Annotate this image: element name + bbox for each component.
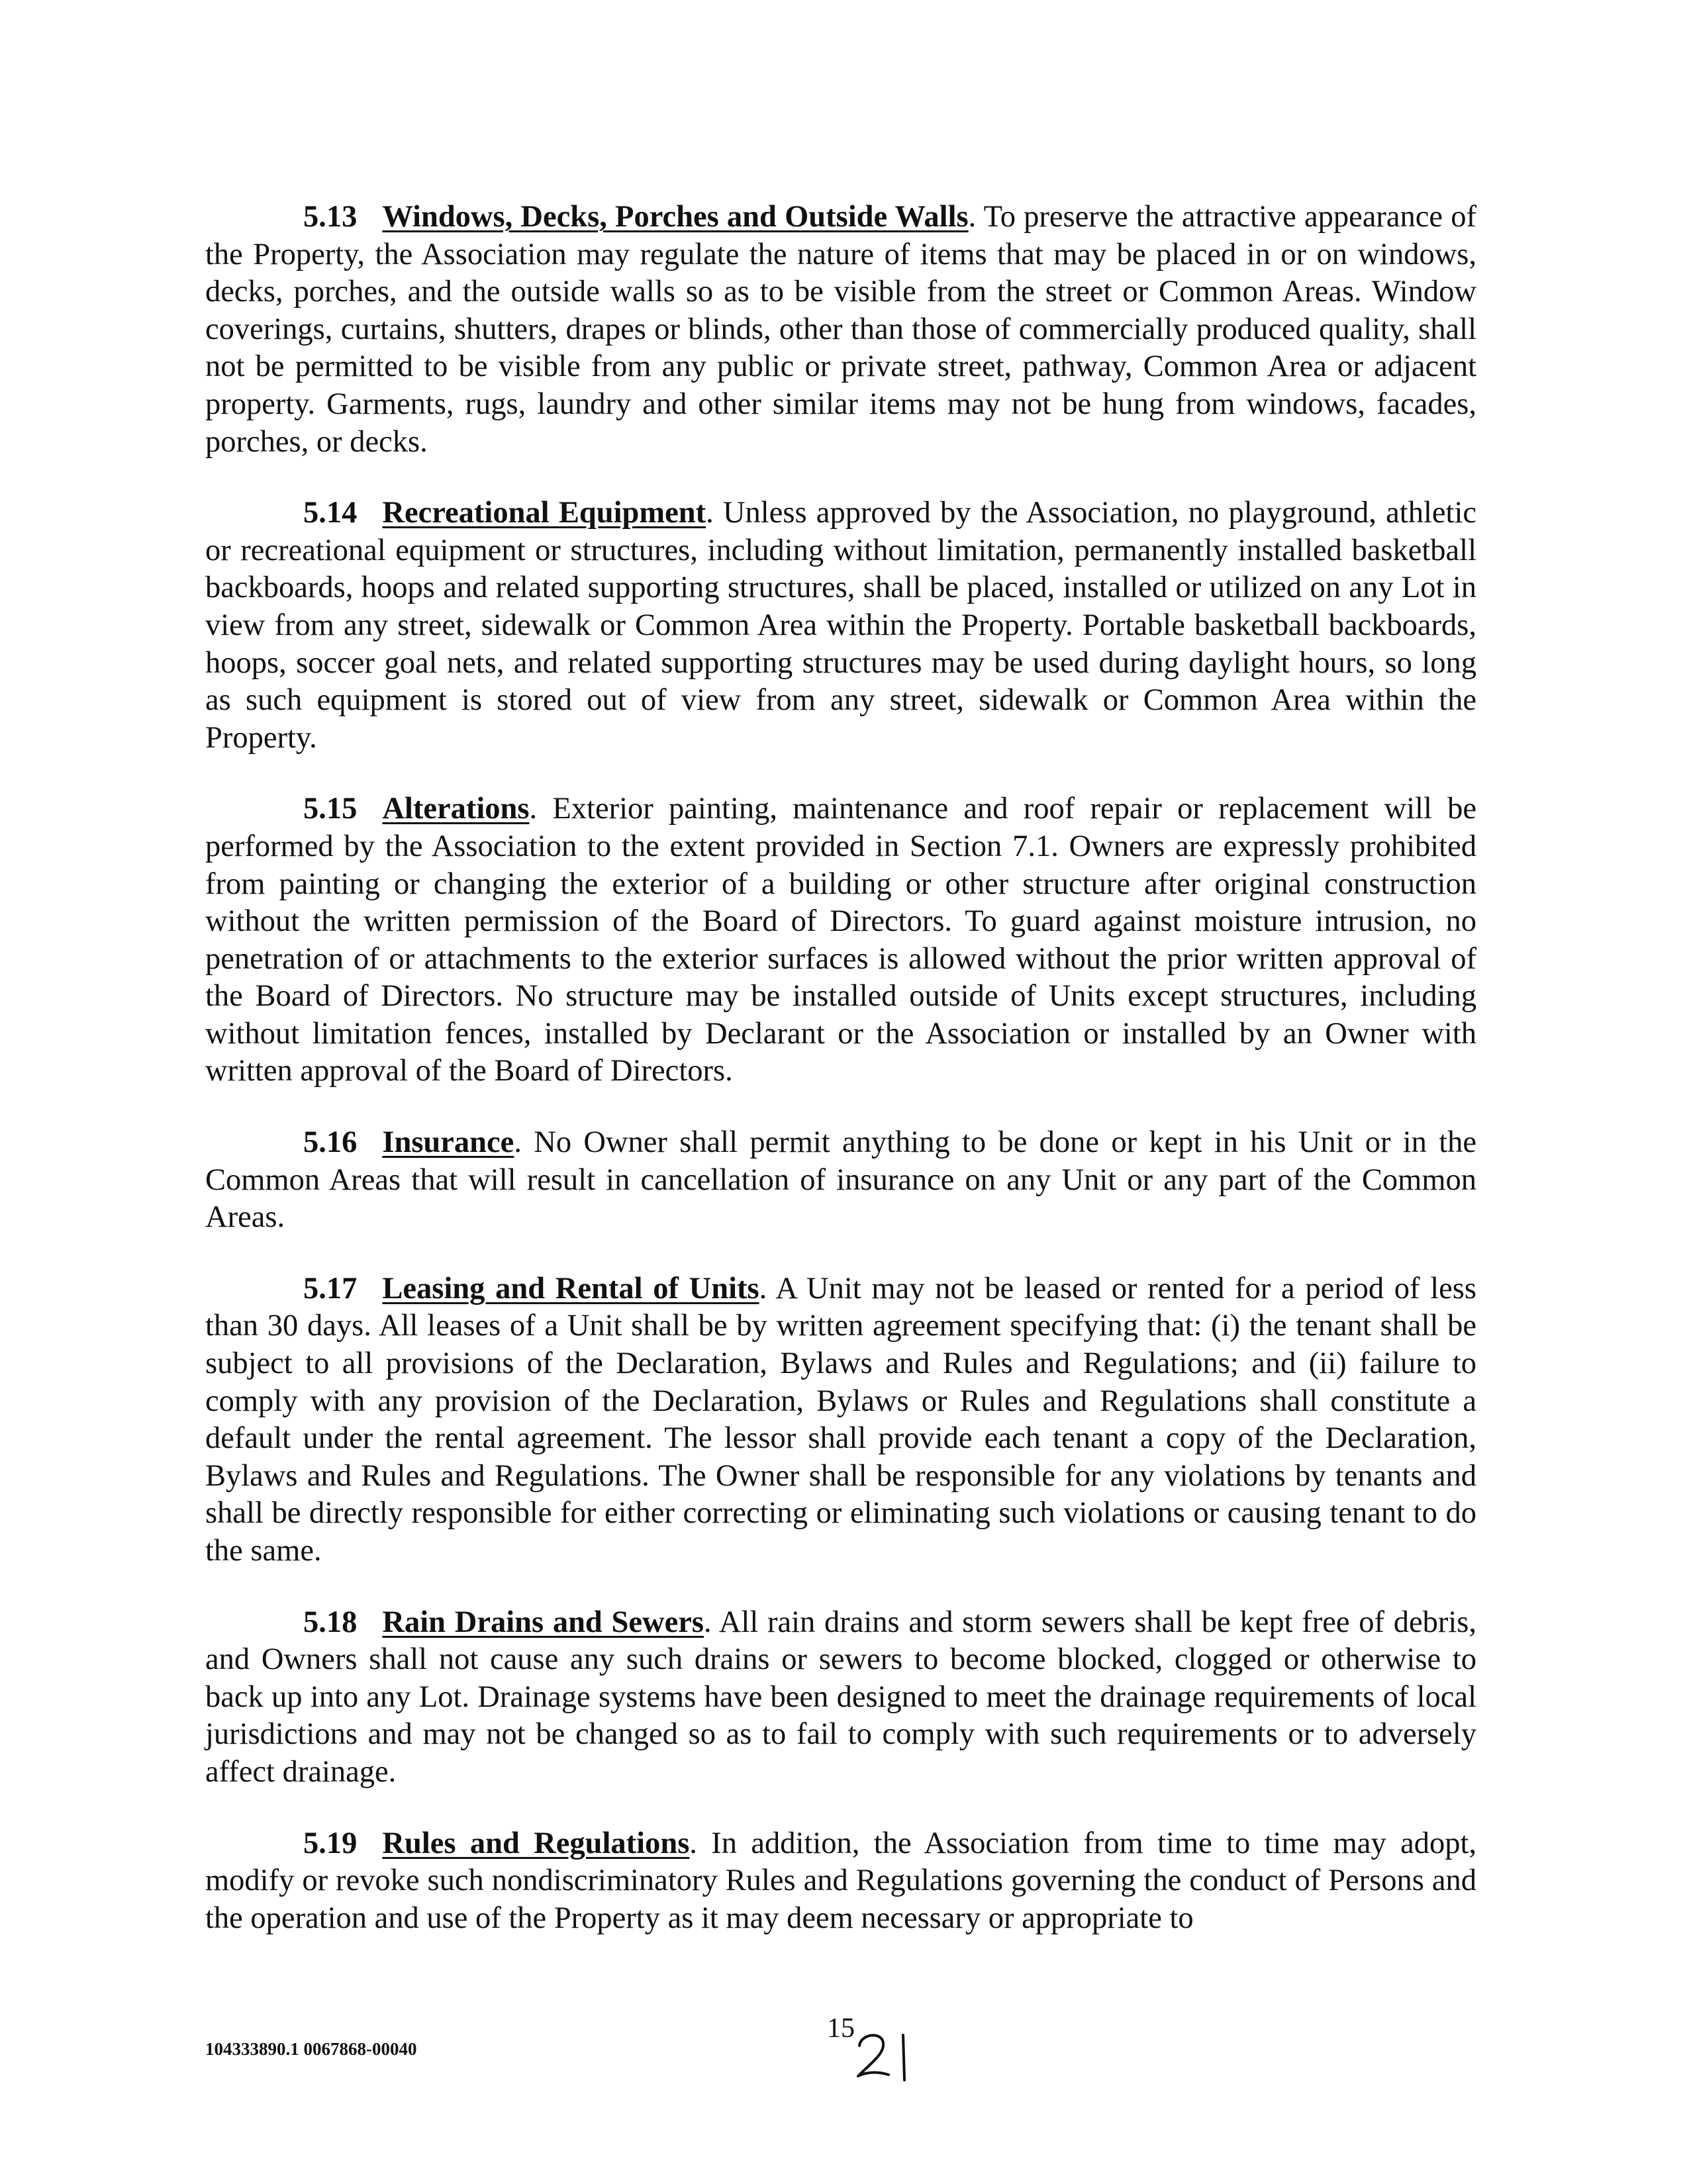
document-body bbox=[205, 199, 1476, 1971]
section-title-suffix: . bbox=[759, 1271, 767, 1306]
section-5-13 bbox=[205, 199, 1476, 461]
section-title: Alterations bbox=[382, 792, 530, 826]
section-body: In addition, the Association from time to time may adopt, modify or revoke such nondiscriminatory Rules and Regulations governing the conduct of Persons and the operation and use of the Property as it may deem necessary or appropriate to bbox=[205, 1826, 1477, 1935]
section-body: No Owner shall permit anything to be done or kept in his Unit or in the Common Areas that will result in cancellation of insurance on any Unit or any part of the Common Areas. bbox=[205, 1125, 1476, 1235]
section-title-suffix: . bbox=[514, 1125, 522, 1160]
handwritten-two-stroke bbox=[858, 2035, 889, 2076]
section-title: Rain Drains and Sewers bbox=[382, 1605, 704, 1639]
section-number: 5.17 bbox=[303, 1271, 358, 1306]
section-body: To preserve the attractive appearance of the Property, the Association may regulate the nature of items that may be placed in or on windows, decks, porches, and the outside walls so as to be visible from the street or Common Areas. Window coverings, curtains, shutters, drapes or blinds, other than those of commercially produced quality, shall not be permitted to be visible from any public or private street, pathway, Common Area or adjacent property. Garments, rugs, laundry and other similar items may not be hung from windows, facades, porches, or decks. bbox=[205, 200, 1476, 459]
section-title: Windows, Decks, Porches and Outside Walls bbox=[382, 200, 969, 234]
section-title-suffix: . bbox=[706, 496, 714, 530]
section-5-19 bbox=[205, 1825, 1476, 1938]
section-body: All rain drains and storm sewers shall be kept free of debris, and Owners shall not cause any such drains or sewers to become blocked, clogged or otherwise to back up into any Lot. Drainage systems have been designed to meet the drainage requirements of local jurisdictions and may not be changed so as to fail to comply with such requirements or to adversely affect drainage. bbox=[205, 1605, 1476, 1789]
section-title-suffix: . bbox=[968, 200, 977, 234]
section-5-17 bbox=[205, 1270, 1476, 1570]
section-5-18 bbox=[205, 1604, 1476, 1791]
document-id: 104333890.1 0067868-00040 bbox=[205, 2039, 417, 2059]
section-title: Recreational Equipment bbox=[382, 496, 706, 530]
section-5-14 bbox=[205, 495, 1476, 757]
section-body: Exterior painting, maintenance and roof repair or replacement will be performed by the Association to the extent provided in Section 7.1. Owners are expressly prohibited from painting or changing the exterior of a building or other structure after original construction without the written permission of the Board of Directors. To guard against moisture intrusion, no penetration of or attachments to the exterior surfaces is allowed without the prior written approval of the Board of Directors. No structure may be installed outside of Units except structures, including without limitation fences, installed by Declarant or the Association or installed by an Owner with written approval of the Board of Directors. bbox=[205, 792, 1477, 1088]
handwritten-page-mark bbox=[854, 2026, 934, 2085]
section-title: Insurance bbox=[382, 1125, 514, 1160]
section-number: 5.13 bbox=[303, 200, 358, 234]
section-number: 5.14 bbox=[303, 496, 358, 530]
section-title: Rules and Regulations bbox=[382, 1826, 690, 1860]
section-5-15 bbox=[205, 790, 1476, 1090]
section-title-suffix: . bbox=[689, 1826, 697, 1860]
section-number: 5.15 bbox=[303, 792, 358, 826]
section-body: Unless approved by the Association, no playground, athletic or recreational equipment or structures, including without limitation, permanently installed basketball backboards, hoops and related supporting structures, shall be placed, installed or utilized on any Lot in view from any street, sidewalk or Common Area within the Property. Portable basketball backboards, hoops, soccer goal nets, and related supporting structures may be used during daylight hours, so long as such equipment is stored out of view from any street, sidewalk or Common Area within the Property. bbox=[205, 496, 1476, 755]
section-number: 5.16 bbox=[303, 1125, 358, 1160]
section-title-suffix: . bbox=[704, 1605, 712, 1639]
page-number: 15 bbox=[827, 2013, 855, 2044]
section-number: 5.19 bbox=[303, 1826, 358, 1860]
section-body: A Unit may not be leased or rented for a period of less than 30 days. All leases of a Unit shall be by written agreement specifying that: (i) the tenant shall be subject to all provisions of the Declaration, Bylaws and Rules and Regulations; and (ii) failure to comply with any provision of the Declaration, Bylaws or Rules and Regulations shall constitute a default under the rental agreement. The lessor shall provide each tenant a copy of the Declaration, Bylaws and Rules and Regulations. The Owner shall be responsible for any violations by tenants and shall be directly responsible for either correcting or eliminating such violations or causing tenant to do the same. bbox=[205, 1271, 1476, 1568]
handwritten-one-stroke bbox=[903, 2035, 904, 2080]
section-number: 5.18 bbox=[303, 1605, 358, 1639]
section-5-16 bbox=[205, 1124, 1476, 1237]
section-title: Leasing and Rental of Units bbox=[382, 1271, 759, 1306]
section-title-suffix: . bbox=[529, 792, 538, 826]
